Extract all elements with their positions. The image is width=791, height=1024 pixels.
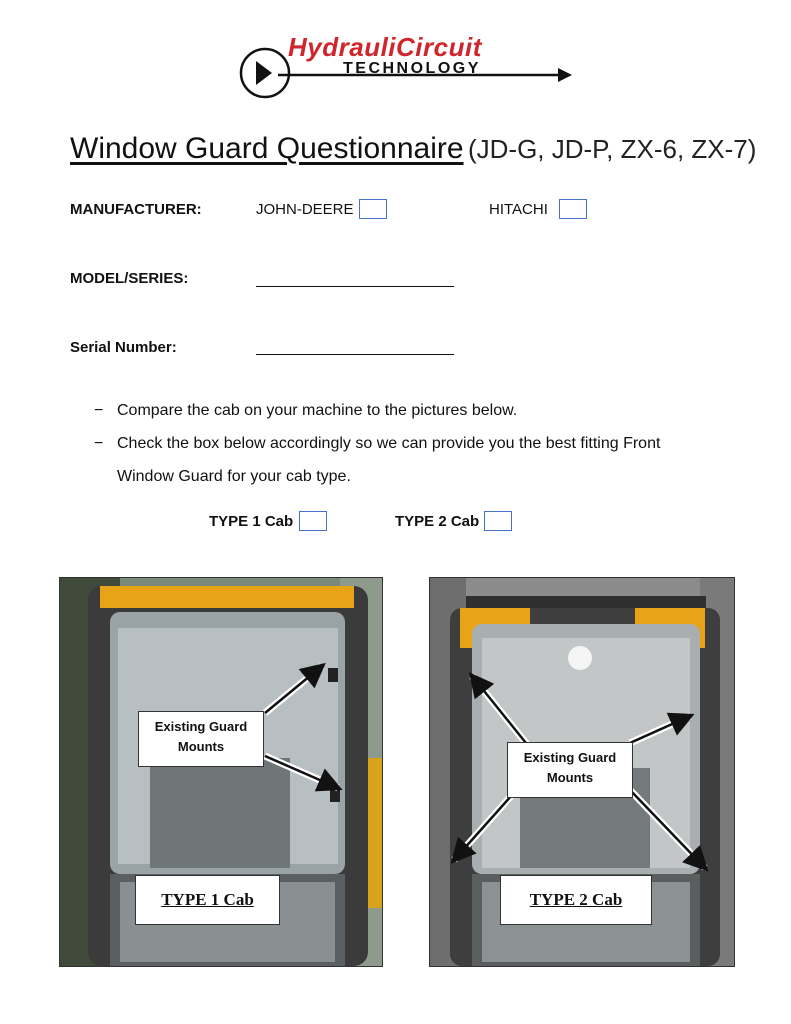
type1-cab-checkbox[interactable] xyxy=(299,511,327,531)
john-deere-checkbox[interactable] xyxy=(359,199,387,219)
hitachi-checkbox[interactable] xyxy=(559,199,587,219)
type2-callout-line2: Mounts xyxy=(546,770,594,785)
type2-cab-photo xyxy=(429,577,735,967)
instruction-dash-1: − xyxy=(94,402,104,419)
type1-cab-photo xyxy=(59,577,383,967)
page-title xyxy=(70,132,756,166)
type1-cab-caption: TYPE 1 Cab xyxy=(135,875,280,925)
instruction-2b: Window Guard for your cab type. xyxy=(117,468,351,485)
title-main: Window Guard Questionnaire xyxy=(70,132,464,165)
hitachi-label: HITACHI xyxy=(489,201,548,218)
logo-main-text: HydrauliCircuit xyxy=(288,32,482,62)
serial-number-field[interactable] xyxy=(256,354,454,355)
model-series-field[interactable] xyxy=(256,286,454,287)
manufacturer-label: MANUFACTURER: xyxy=(70,201,202,218)
john-deere-label: JOHN-DEERE xyxy=(256,201,354,218)
type2-mounts-callout xyxy=(507,742,633,798)
instruction-1: Compare the cab on your machine to the pictures below. xyxy=(117,402,518,419)
type1-callout-line1: Existing Guard xyxy=(154,719,248,734)
instruction-dash-2: − xyxy=(94,435,104,452)
type2-cab-label: TYPE 2 Cab xyxy=(395,513,480,530)
logo-sub-text: TECHNOLOGY xyxy=(343,60,481,77)
type2-cab-checkbox[interactable] xyxy=(484,511,512,531)
type2-callout-line1: Existing Guard xyxy=(523,750,617,765)
serial-number-label: Serial Number: xyxy=(70,339,177,356)
instruction-2a: Check the box below accordingly so we can provide you the best fitting Front xyxy=(117,435,661,452)
type1-callout-line2: Mounts xyxy=(177,739,225,754)
title-models: (JD-G, JD-P, ZX-6, ZX-7) xyxy=(467,134,757,164)
type1-cab-label: TYPE 1 Cab xyxy=(209,513,294,530)
company-logo xyxy=(238,28,578,108)
model-series-label: MODEL/SERIES: xyxy=(70,270,189,287)
type2-cab-caption: TYPE 2 Cab xyxy=(500,875,652,925)
type1-mounts-callout xyxy=(138,711,264,767)
